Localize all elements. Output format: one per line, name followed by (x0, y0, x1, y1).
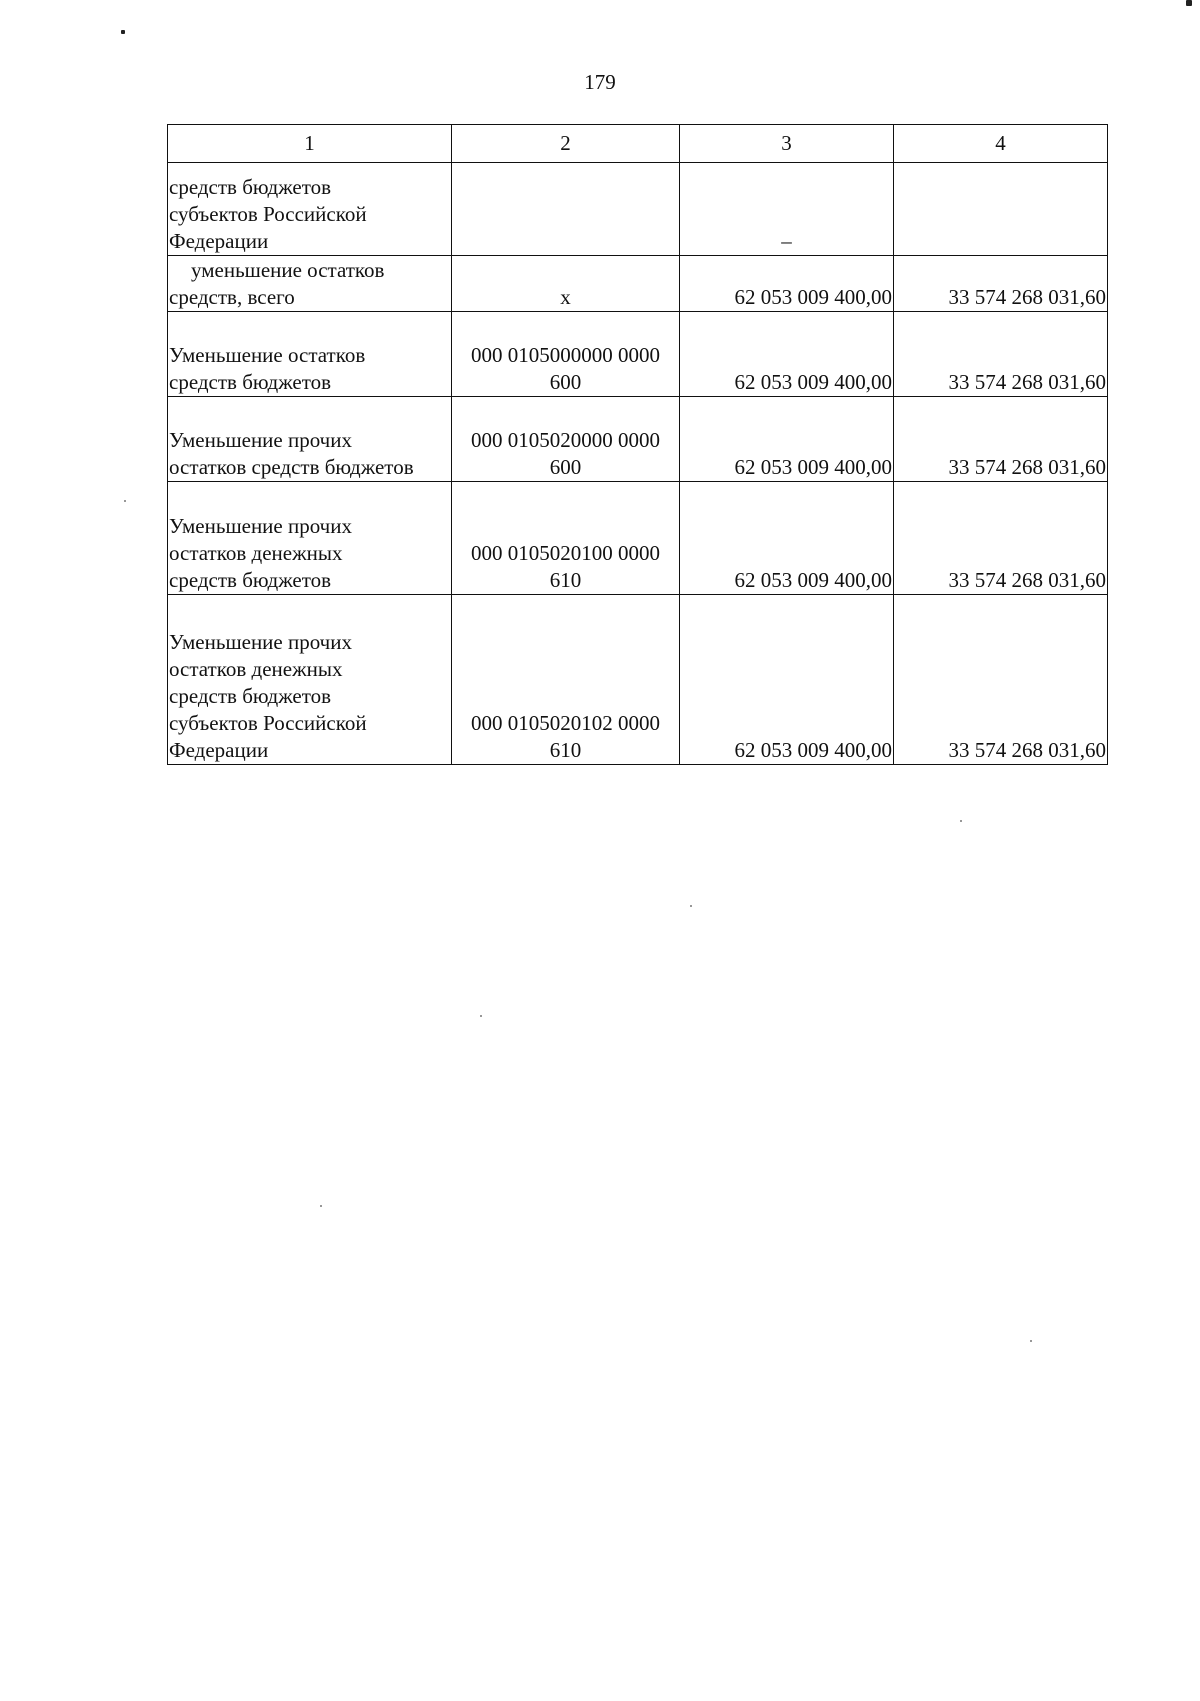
column-header-3: 3 (680, 125, 894, 163)
row-col4-value: 33 574 268 031,60 (894, 256, 1108, 312)
row-col3-value: – (680, 163, 894, 256)
scan-speck (320, 1205, 322, 1207)
row-code: x (452, 256, 680, 312)
row-col3-value: 62 053 009 400,00 (680, 482, 894, 595)
row-col4-value: 33 574 268 031,60 (894, 397, 1108, 482)
column-header-1: 1 (168, 125, 452, 163)
row-name: Уменьшение остатков средств бюджетов (168, 312, 452, 397)
table-header-row (168, 125, 1108, 163)
table-row (168, 163, 1108, 256)
scan-speck (1030, 1340, 1032, 1342)
scan-speck (121, 30, 125, 34)
column-header-4: 4 (894, 125, 1108, 163)
row-col4-value: 33 574 268 031,60 (894, 482, 1108, 595)
row-name: средств бюджетов субъектов Российской Федерации (168, 163, 452, 256)
row-code: 000 0105020000 0000 600 (452, 397, 680, 482)
scan-speck (1186, 0, 1192, 6)
row-name: Уменьшение прочих остатков денежных средств бюджетов (168, 482, 452, 595)
table-row (168, 482, 1108, 595)
scan-speck (480, 1015, 482, 1017)
scan-speck (124, 500, 126, 502)
row-name: Уменьшение прочих остатков денежных средств бюджетов субъектов Российской Федерации (168, 595, 452, 765)
row-code: 000 0105020100 0000 610 (452, 482, 680, 595)
table-row (168, 256, 1108, 312)
column-header-2: 2 (452, 125, 680, 163)
row-col3-value: 62 053 009 400,00 (680, 312, 894, 397)
page-number: 179 (584, 70, 616, 94)
row-name: уменьшение остатков средств, всего (168, 256, 452, 312)
row-code: 000 0105000000 0000 600 (452, 312, 680, 397)
row-col3-value: 62 053 009 400,00 (680, 595, 894, 765)
table-row (168, 312, 1108, 397)
row-col4-value (894, 163, 1108, 256)
row-col3-value: 62 053 009 400,00 (680, 256, 894, 312)
budget-table (167, 124, 1108, 765)
scan-speck (960, 820, 962, 822)
row-code: 000 0105020102 0000 610 (452, 595, 680, 765)
row-name: Уменьшение прочих остатков средств бюджетов (168, 397, 452, 482)
row-col3-value: 62 053 009 400,00 (680, 397, 894, 482)
scan-speck (690, 905, 692, 907)
row-code (452, 163, 680, 256)
table-row (168, 397, 1108, 482)
row-col4-value: 33 574 268 031,60 (894, 595, 1108, 765)
table-row (168, 595, 1108, 765)
row-col4-value: 33 574 268 031,60 (894, 312, 1108, 397)
